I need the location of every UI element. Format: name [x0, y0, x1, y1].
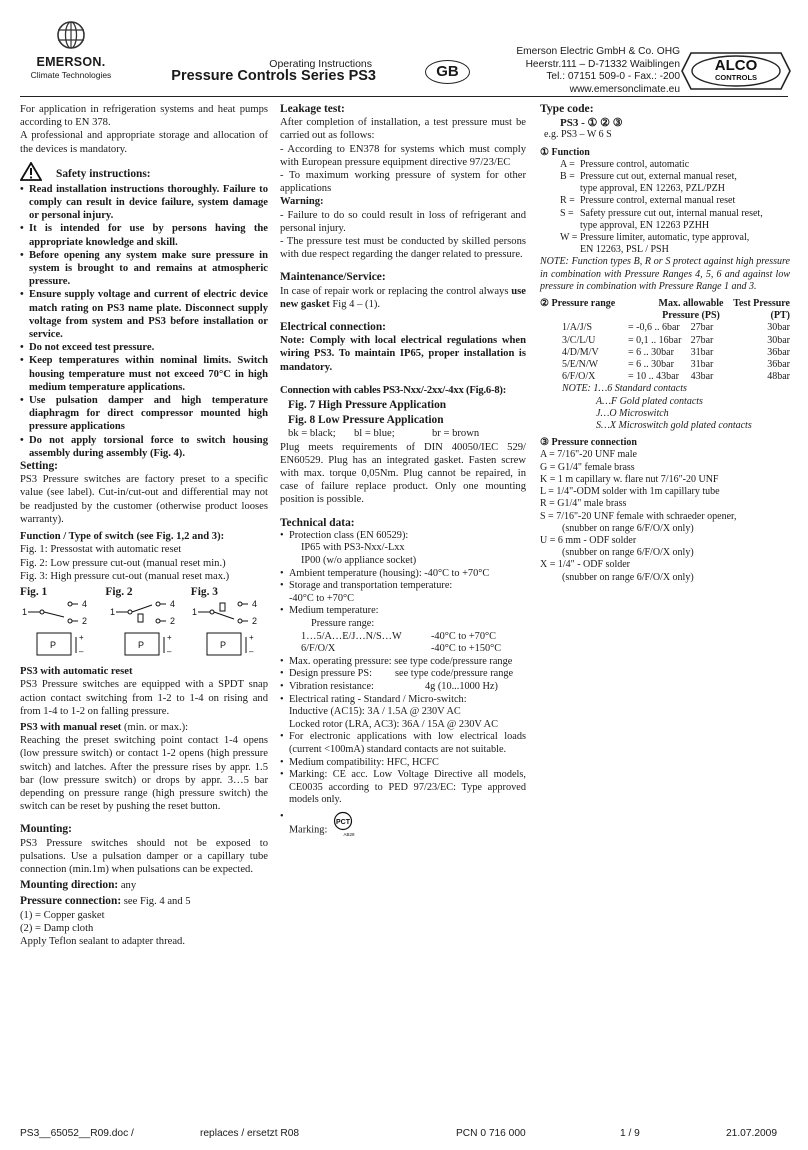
safety-item: • Use pulsation damper and high temperature diaphragm for direct compressor mounted high pressure applications — [20, 394, 268, 434]
page-title: Pressure Controls Series PS3 — [171, 68, 376, 84]
column-1 — [20, 103, 268, 948]
svg-text:PCT: PCT — [335, 818, 350, 826]
mounting-direction — [20, 879, 268, 892]
alco-top-text: ALCO — [714, 57, 758, 74]
tech-item: • Storage and transportation temperature: -40°C to +70°C — [280, 580, 526, 605]
pressure-connection — [20, 895, 268, 908]
footer-page: 1 / 9 — [620, 1128, 640, 1139]
connection-section-title: ③ Pressure connection — [540, 437, 637, 449]
function-line: Fig. 1: Pressostat with automatic reset — [20, 544, 182, 556]
tech-item: • For electronic applications with low electrical loads (current <100mA) standard contacts are not suitable. — [280, 731, 526, 756]
warning-title: Warning: — [280, 196, 324, 208]
tech-item: • Vibration resistance: 4g (10...1000 Hz) — [280, 681, 526, 694]
pressure-range-notes: NOTE: 1…6 Standard contacts A…F Gold plated contacts J…O Microswitch S…X Microswitch gold plated contacts — [562, 383, 752, 432]
tech-item: • Design pressure PS: see type code/pressure range — [280, 668, 526, 681]
pct-mark-icon — [332, 811, 358, 837]
tech-item: • Medium compatibility: HFC, HCFC — [280, 757, 526, 770]
svg-text:–: – — [79, 647, 84, 657]
tech-item: • Ambient temperature (housing): -40°C to +70°C — [280, 568, 526, 581]
manual-reset-suffix: (min. or max.): — [121, 721, 189, 733]
fig-2-diagram — [110, 599, 175, 656]
svg-text:4: 4 — [252, 599, 258, 610]
direction-title: Mounting direction: — [20, 879, 119, 892]
svg-text:P: P — [50, 640, 57, 651]
table-row: 6/F/O/X = 10 .. 43bar 43bar 48bar — [562, 371, 790, 383]
leakage-text: After completion of installation, a test pressure must be carried out as follows: — [280, 117, 526, 142]
brand-word: EMERSON. — [36, 55, 106, 70]
pconn-line: (2) = Damp cloth — [20, 922, 94, 934]
intro-text: A professional and appropriate storage and allocation of the devices is mandatory. — [20, 130, 268, 155]
fig-1-diagram — [22, 599, 87, 656]
tech-item: • Marking: PCT AB28 — [280, 811, 526, 837]
svg-text:4: 4 — [82, 599, 88, 610]
safety-item: • Read installation instructions thoroughly. Failure to comply can result in device failure, system damage or personal injury. — [20, 183, 268, 223]
type-code-title: Type code: — [540, 102, 594, 115]
svg-text:1: 1 — [22, 607, 28, 618]
function-section-title: ① Function — [540, 146, 590, 158]
footer-replaces: replaces / ersetzt R08 — [200, 1128, 300, 1139]
tech-item: • Medium temperature: Pressure range: 1…5/A…E/J…N/S…W -40°C to +70°C 6/F/O/X -40°C to +150°C — [280, 605, 526, 655]
leakage-item: - According to EN378 for systems which must comply with European pressure equipment directive 97/23/EC — [280, 143, 526, 168]
maintenance-bold: use new gasket — [280, 285, 526, 310]
address-line: www.emersonclimate.eu — [569, 83, 680, 95]
direction-value: any — [118, 880, 137, 892]
connection-codes: A = 7/16"-20 UNF male G = G1/4" female brass K = 1 m capillary w. flare nut 7/16"-20 UNF L = 1/4"-ODM solder with 1m capillary tube R = G1/4" male brass S = 7/16"-20 UNF female with schraeder opener, (snubber on range 6/F/O/X only) U = 6 mm - ODF solder (snubber on range 6/F/O/X only) X = 1/4" - ODF solder (snubber on range 6/F/O/X only) — [540, 449, 737, 583]
auto-reset-title: PS3 with automatic reset — [20, 666, 133, 678]
function-line: Fig. 3: High pressure cut-out (manual reset max.) — [20, 570, 230, 582]
pressure-range-table — [540, 322, 790, 383]
footer-date: 21.07.2009 — [726, 1128, 777, 1139]
brand-sub: Climate Technologies — [30, 70, 112, 81]
wire-colors — [280, 427, 526, 440]
table-row: 5/E/N/W = 6 .. 30bar 31bar 36bar — [562, 359, 790, 371]
address-line: Tel.: 07151 509-0 - Fax.: -200 — [546, 71, 680, 83]
pressure-range-subheader: Pressure (PS) (PT) — [662, 310, 790, 322]
warning-item: - The pressure test must be conducted by skilled persons with due respect regarding the danger related to pressure. — [280, 236, 526, 261]
electrical-note: Note: Comply with local electrical regulations when wiring PS3. To maintain IP65, proper installation is mandatory. — [280, 335, 526, 373]
alco-controls-logo — [681, 52, 791, 90]
function-codes: A = Pressure control, automatic B = Pressure cut out, external manual reset, type approval, EN 12263, PZL/PZH R = Pressure control, external manual reset S = Safety pressure cut out, internal manual reset, type approval, EN 12263 PZHH W = Pressure limiter, automatic, type approval, EN 12263, PSL / PSH — [560, 158, 763, 256]
technical-list — [280, 530, 526, 837]
svg-text:2: 2 — [82, 616, 88, 627]
type-code-line: PS3 - ① ② ③ — [560, 117, 623, 130]
pconn-suffix: see Fig. 4 and 5 — [121, 896, 191, 908]
type-code-example: e.g. PS3 – W 6 S — [544, 129, 612, 141]
wire-color: br = brown — [432, 428, 480, 440]
safety-item: • Do not exceed test pressure. — [20, 341, 268, 354]
function-line: Fig. 2: Low pressure cut-out (manual reset min.) — [20, 557, 226, 569]
setting-title: Setting: — [20, 460, 58, 473]
tech-item: • Protection class (EN 60529): IP65 with PS3-Nxx/-Lxx IP00 (w/o appliance socket) — [280, 530, 526, 568]
setting-text: PS3 Pressure switches are factory preset to a specific value (see label). Cut-in/cut-out and differential may not be readjusted by the customer (otherwise product looses warranty). — [20, 474, 268, 525]
fig-8-label: Fig. 8 Low Pressure Application — [288, 414, 444, 427]
safety-item: • Keep temperatures within nominal limits. Switch housing temperature must not exceed 70°C in high medium temperature applications. — [20, 354, 268, 394]
svg-text:P: P — [138, 640, 145, 651]
tech-item: • Marking: CE acc. Low Voltage Directive all models, CE0035 according to PED 97/23/EC: Type approved models only. — [280, 769, 526, 807]
switch-diagrams — [20, 599, 268, 661]
wire-color: bl = blue; — [354, 428, 395, 440]
svg-text:+: + — [249, 633, 254, 643]
manual-reset-heading — [20, 721, 268, 734]
function-title: Function / Type of switch (see Fig. 1,2 and 3): — [20, 531, 225, 543]
alco-bottom-text: CONTROLS — [714, 73, 758, 82]
technical-title: Technical data: — [280, 516, 355, 529]
auto-reset-text: PS3 Pressure switches are equipped with a SPDT snap action contact switching from 1-2 to 1-4 on rising and from 1-4 to 1-2 on falling pressure. — [20, 679, 268, 717]
table-row: 3/C/L/U = 0,1 .. 16bar 27bar 30bar — [562, 334, 790, 346]
safety-title: Safety instructions: — [56, 167, 151, 180]
warning-item: - Failure to do so could result in loss of refrigerant and personal injury. — [280, 209, 526, 234]
footer-pcn: PCN 0 716 000 — [456, 1128, 526, 1139]
leakage-title: Leakage test: — [280, 103, 345, 115]
safety-list — [20, 183, 268, 460]
table-row: 4/D/M/V = 6 .. 30bar 31bar 36bar — [562, 346, 790, 358]
svg-text:–: – — [167, 647, 172, 657]
mounting-text: PS3 Pressure switches should not be exposed to pulsations. Use a pulsation damper or a capillary tube connection (min.1m) when pulsations can be expected. — [20, 837, 268, 875]
emerson-globe-icon — [54, 20, 88, 50]
pconn-title: Pressure connection: — [20, 895, 122, 908]
company-address — [478, 46, 680, 96]
safety-item: • Ensure supply voltage and current of electric device match rating on PS3 name plate. Disconnect supply voltage from system and PS3 before installation or service. — [20, 288, 268, 341]
pconn-line: (1) = Copper gasket — [20, 909, 105, 921]
doc-type: Operating Instructions — [269, 58, 372, 70]
address-line: Emerson Electric GmbH & Co. OHG — [516, 46, 680, 57]
svg-text:–: – — [249, 647, 254, 657]
fig-1-label: Fig. 1 — [20, 585, 48, 598]
svg-text:1: 1 — [192, 607, 198, 618]
fig-3-diagram — [192, 599, 257, 656]
cables-title: Connection with cables PS3-Nxx/-2xx/-4xx (Fig.6-8): — [280, 384, 507, 396]
svg-text:1: 1 — [110, 607, 116, 618]
safety-item: • Do not apply torsional force to switch housing assembly during assembly (Fig. 4). — [20, 434, 268, 460]
warning-triangle-icon — [20, 162, 42, 181]
svg-text:2: 2 — [170, 616, 176, 627]
mounting-title: Mounting: — [20, 823, 72, 836]
tech-item: • Max. operating pressure: see type code/pressure range — [280, 656, 526, 669]
tech-item: • Electrical rating - Standard / Micro-switch: Inductive (AC15): 3A / 1.5A @ 230V AC Locked rotor (LRA, AC3): 36A / 15A @ 230V AC — [280, 694, 526, 732]
fig-7-label: Fig. 7 High Pressure Application — [288, 399, 447, 412]
leakage-item: - To maximum working pressure of system for other applications — [280, 170, 526, 195]
svg-text:2: 2 — [252, 616, 258, 627]
manual-reset-title: PS3 with manual reset — [20, 721, 122, 733]
fig-3-label: Fig. 3 — [190, 585, 218, 598]
svg-text:+: + — [167, 633, 172, 643]
safety-heading — [20, 162, 268, 181]
plug-text: Plug meets requirements of DIN 40050/IEC 529/ EN60529. Plug has an integrated gasket. Fasten screw with max. torque 0,05Nm. Plug cannot be repaired, in case of failure replace product. Only one mounting position is possible. — [280, 441, 526, 506]
wire-color: bk = black; — [288, 428, 336, 440]
column-2 — [280, 103, 526, 837]
intro-text: For application in refrigeration systems and heat pumps according to EN 378. — [20, 104, 268, 129]
manual-reset-text: Reaching the preset switching point contact 1-4 opens (low pressure switch) or contact 1-2 opens (high pressure switch) and latches. After the pressure rises by appr. 1.5 bar (low pressure switch) or drops by appr. 3…5 bar depending on pressure range (high pressure switch) the switch can be reset by pushing the reset button. — [20, 735, 268, 813]
safety-item: • Before opening any system make sure pressure in system is brought to and remains at atmospheric pressure. — [20, 249, 268, 289]
emerson-logo — [26, 20, 116, 83]
header-divider — [20, 96, 788, 97]
column-3 — [540, 103, 790, 584]
function-note: NOTE: Function types B, R or S protect against high pressure in combination with Pressure Ranges 4, 5, 6 and against low pressure in combination with Pressure Range 1 and 3. — [540, 256, 790, 292]
svg-text:P: P — [220, 640, 227, 651]
fig-2-label: Fig. 2 — [105, 585, 133, 598]
svg-text:AB28: AB28 — [343, 831, 355, 837]
address-line: Heerstr.111 – D-71332 Waiblingen — [525, 58, 680, 70]
pconn-line: Apply Teflon sealant to adapter thread. — [20, 935, 185, 947]
pressure-range-header: ② Pressure range Max. allowable Test Pressure — [540, 298, 790, 310]
svg-text:4: 4 — [170, 599, 176, 610]
safety-item: • It is intended for use by persons having the appropriate knowledge and skill. — [20, 222, 268, 248]
language-badge: GB — [425, 60, 470, 84]
maintenance-text: In case of repair work or replacing the control always use new gasket Fig 4 – (1). — [280, 285, 526, 310]
table-row: 1/A/J/S = -0,6 .. 6bar 27bar 30bar — [562, 322, 790, 334]
electrical-title: Electrical connection: — [280, 321, 386, 334]
maintenance-title: Maintenance/Service: — [280, 271, 386, 284]
footer-doc: PS3__65052__R09.doc / — [20, 1128, 134, 1139]
svg-text:+: + — [79, 633, 84, 643]
figure-labels — [20, 586, 268, 599]
